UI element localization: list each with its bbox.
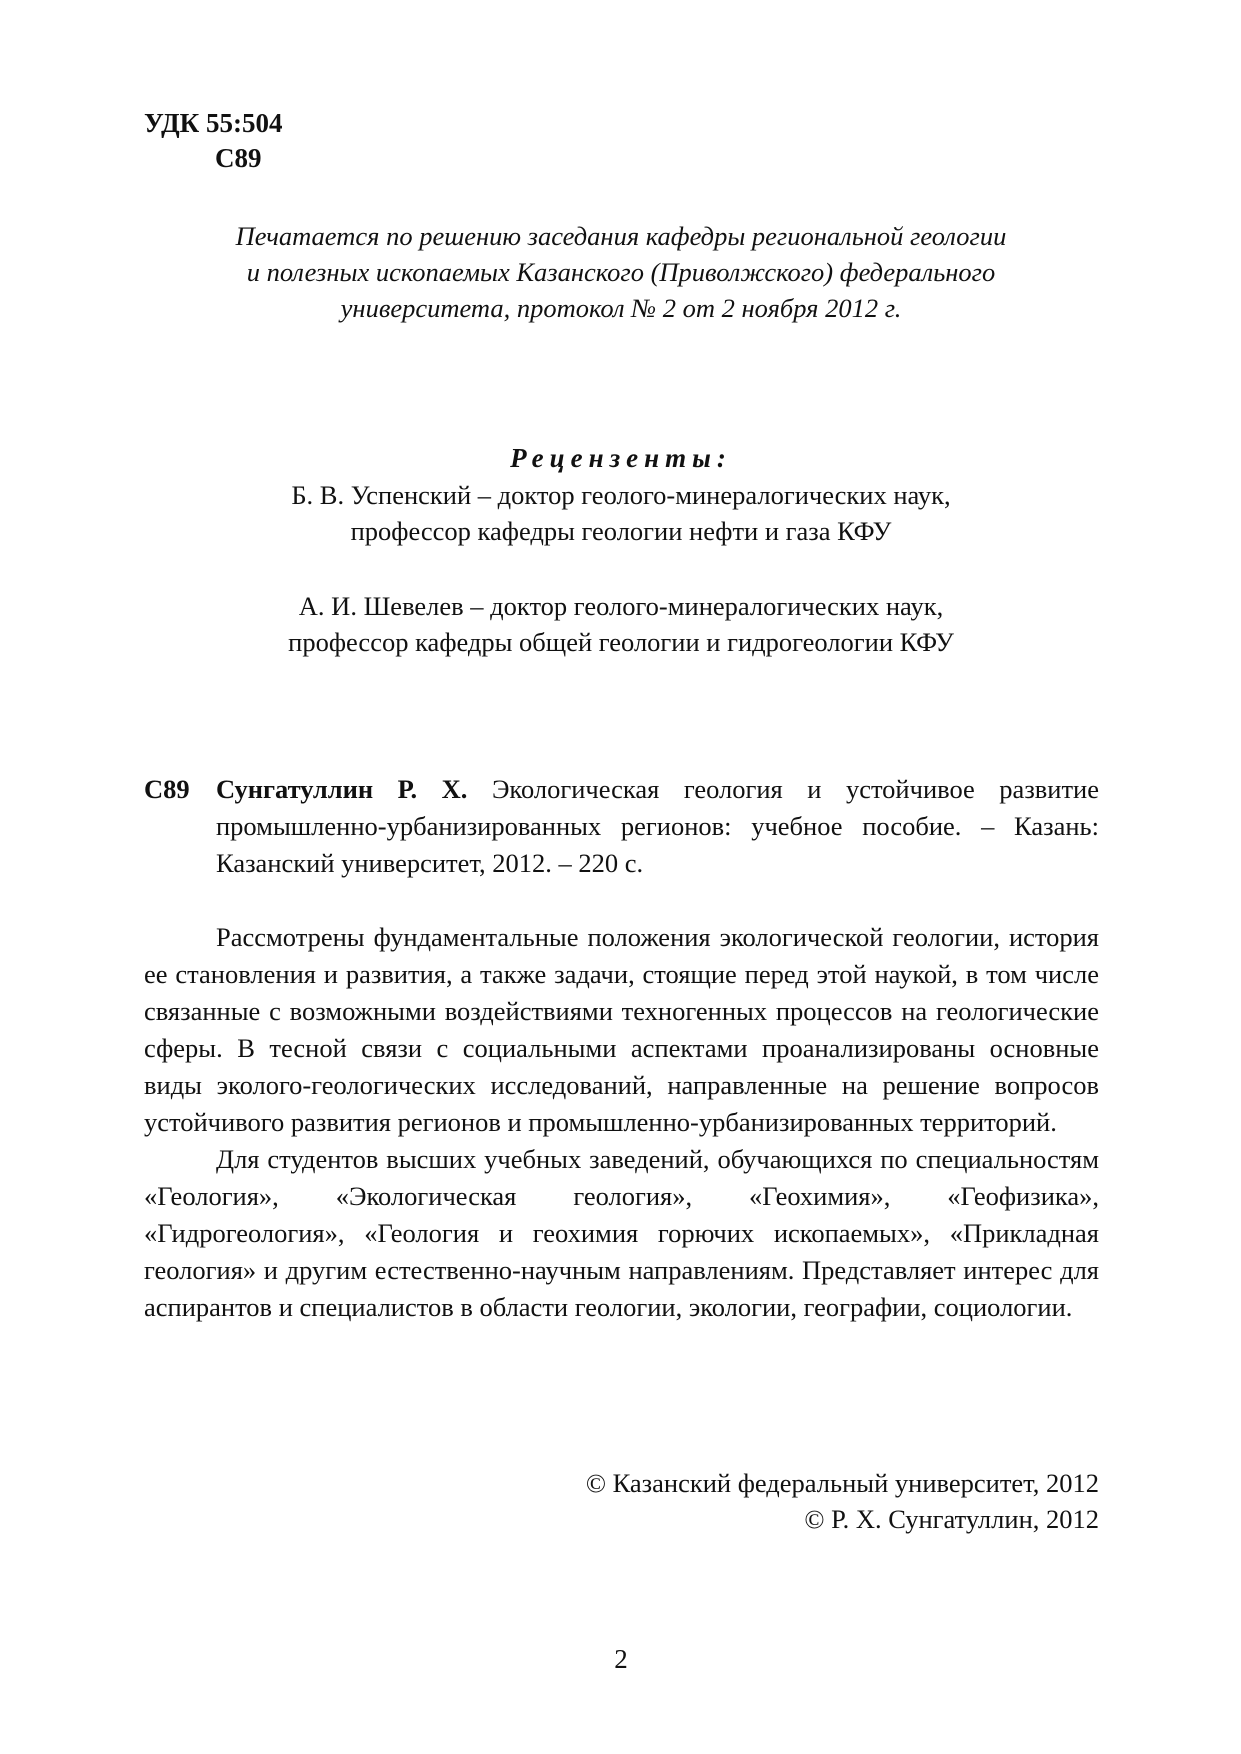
reviewer-2 — [144, 588, 1098, 660]
reviewer-position-line: профессор кафедры общей геологии и гидрогеологии КФУ — [288, 627, 954, 657]
biblio-author: Сунгатуллин Р. Х. — [216, 774, 468, 804]
decision-line: и полезных ископаемых Казанского (Приволжского) федерального — [246, 257, 996, 287]
biblio-description: Экологическая геология и устойчивое развитие промышленно-урбанизированных регионов: учебное пособие. – Казань: Казанский университет, 2012. – 220 с. — [216, 774, 1100, 878]
reviewer-position-line: профессор кафедры геологии нефти и газа КФУ — [350, 516, 892, 546]
reviewer-1 — [144, 477, 1098, 549]
author-mark: С89 — [215, 143, 262, 173]
bibliographic-entry — [144, 771, 1099, 882]
reviewers-heading: Рецензенты: — [510, 443, 732, 473]
copyright-block — [144, 1465, 1099, 1537]
page-number: 2 — [614, 1644, 628, 1674]
abstract-paragraph: Для студентов высших учебных заведений, обучающихся по специальностям «Геология», «Экологическая геология», «Геохимия», «Геофизика», «Гидрогеология», «Геология и геохимия горючих ископаемых», «Прикладная геология» и другим естественно-научным направлениям. Представляет интерес для аспирантов и специалистов в области геологии, экологии, географии, социологии. — [144, 1144, 1099, 1322]
reviewer-name-line: Б. В. Успенский – доктор геолого-минералогических наук, — [291, 480, 951, 510]
publication-decision — [144, 218, 1098, 326]
decision-line: университета, протокол № 2 от 2 ноября 2012 г. — [340, 293, 902, 323]
copyright-institution: © Казанский федеральный университет, 2012 — [585, 1468, 1099, 1498]
biblio-code: С89 — [144, 774, 190, 804]
abstract-paragraph: Рассмотрены фундаментальные положения экологической геологии, история ее становления и развития, а также задачи, стоящие перед этой наукой, в том числе связанные с возможными воздействиями техногенных процессов на геологические сферы. В тесной связи с социальными аспектами проанализированы основные виды эколого-геологических исследований, направленные на решение вопросов устойчивого развития регионов и промышленно-урбанизированных территорий. — [144, 922, 1099, 1137]
copyright-author: © Р. Х. Сунгатуллин, 2012 — [804, 1504, 1099, 1534]
udk-block — [144, 106, 282, 176]
udk-code: УДК 55:504 — [144, 108, 283, 138]
abstract — [144, 919, 1099, 1326]
biblio-text — [216, 771, 1099, 882]
reviewer-name-line: А. И. Шевелев – доктор геолого-минералогических наук, — [298, 591, 944, 621]
decision-line: Печатается по решению заседания кафедры региональной геологии — [235, 221, 1007, 251]
